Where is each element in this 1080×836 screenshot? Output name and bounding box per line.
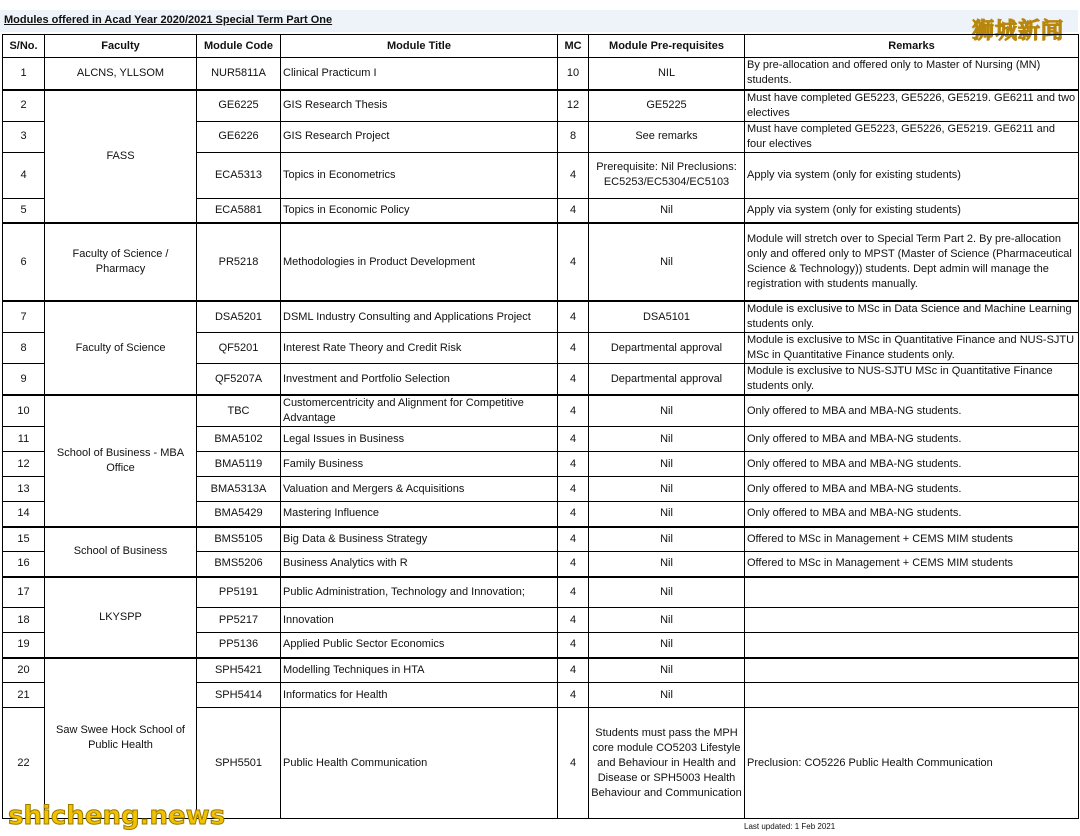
- row-module-title: Public Health Communication: [281, 708, 558, 819]
- row-module-title: Modelling Techniques in HTA: [281, 658, 558, 683]
- document-title: Modules offered in Acad Year 2020/2021 Special Term Part One: [4, 14, 333, 26]
- header-module-code: Module Code: [197, 35, 281, 58]
- row-prerequisites: DSA5101: [589, 301, 745, 333]
- row-mc: 4: [558, 527, 589, 552]
- row-mc: 4: [558, 552, 589, 577]
- row-module-title: Methodologies in Product Development: [281, 223, 558, 301]
- row-sno: 22: [3, 708, 45, 819]
- row-sno: 21: [3, 683, 45, 708]
- row-module-code: QF5207A: [197, 364, 281, 396]
- header-prerequisites: Module Pre-requisites: [589, 35, 745, 58]
- header-remarks: Remarks: [745, 35, 1079, 58]
- row-mc: 4: [558, 427, 589, 452]
- row-sno: 14: [3, 502, 45, 527]
- row-prerequisites: GE5225: [589, 90, 745, 122]
- row-module-code: TBC: [197, 395, 281, 427]
- row-module-title: Customercentricity and Alignment for Competitive Advantage: [281, 395, 558, 427]
- row-remarks: [745, 658, 1079, 683]
- row-prerequisites: Nil: [589, 452, 745, 477]
- row-mc: 4: [558, 333, 589, 364]
- row-module-code: ECA5881: [197, 198, 281, 223]
- table-row: [3, 395, 1079, 427]
- row-sno: 6: [3, 223, 45, 301]
- last-updated-note: Last updated: 1 Feb 2021: [744, 822, 836, 831]
- header-mc: MC: [558, 35, 589, 58]
- row-remarks: Only offered to MBA and MBA-NG students.: [745, 502, 1079, 527]
- row-module-title: Business Analytics with R: [281, 552, 558, 577]
- row-mc: 4: [558, 502, 589, 527]
- row-mc: 4: [558, 683, 589, 708]
- row-module-title: Topics in Econometrics: [281, 152, 558, 198]
- row-prerequisites: Nil: [589, 502, 745, 527]
- row-faculty: School of Business - MBA Office: [45, 395, 197, 527]
- row-remarks: Only offered to MBA and MBA-NG students.: [745, 427, 1079, 452]
- row-module-title: Topics in Economic Policy: [281, 198, 558, 223]
- row-prerequisites: Nil: [589, 527, 745, 552]
- row-sno: 8: [3, 333, 45, 364]
- header-faculty: Faculty: [45, 35, 197, 58]
- watermark-site-bottom: shicheng.news: [8, 801, 226, 831]
- row-prerequisites: Nil: [589, 633, 745, 658]
- row-sno: 17: [3, 577, 45, 608]
- row-mc: 10: [558, 58, 589, 90]
- row-remarks: Only offered to MBA and MBA-NG students.: [745, 477, 1079, 502]
- row-remarks: [745, 608, 1079, 633]
- row-faculty: FASS: [45, 90, 197, 224]
- row-mc: 4: [558, 395, 589, 427]
- row-sno: 12: [3, 452, 45, 477]
- row-remarks: [745, 577, 1079, 608]
- row-mc: 8: [558, 121, 589, 152]
- row-sno: 19: [3, 633, 45, 658]
- row-faculty: Faculty of Science / Pharmacy: [45, 223, 197, 301]
- table-row: [3, 577, 1079, 608]
- row-sno: 9: [3, 364, 45, 396]
- row-module-code: DSA5201: [197, 301, 281, 333]
- row-prerequisites: Nil: [589, 552, 745, 577]
- table-row: [3, 527, 1079, 552]
- row-sno: 5: [3, 198, 45, 223]
- row-sno: 4: [3, 152, 45, 198]
- row-remarks: Must have completed GE5223, GE5226, GE5219. GE6211 and two electives: [745, 90, 1079, 122]
- row-mc: 4: [558, 152, 589, 198]
- row-module-code: BMA5119: [197, 452, 281, 477]
- table-row: [3, 223, 1079, 301]
- table-row: [3, 658, 1079, 683]
- row-module-code: BMA5102: [197, 427, 281, 452]
- row-module-title: DSML Industry Consulting and Applications Project: [281, 301, 558, 333]
- row-module-title: GIS Research Thesis: [281, 90, 558, 122]
- row-mc: 4: [558, 708, 589, 819]
- row-module-code: SPH5414: [197, 683, 281, 708]
- table-row: [3, 58, 1079, 90]
- row-module-code: BMA5429: [197, 502, 281, 527]
- row-sno: 11: [3, 427, 45, 452]
- row-sno: 15: [3, 527, 45, 552]
- row-mc: 4: [558, 301, 589, 333]
- table-body: [3, 58, 1079, 819]
- row-faculty: Faculty of Science: [45, 301, 197, 395]
- row-prerequisites: Nil: [589, 608, 745, 633]
- row-module-code: PP5191: [197, 577, 281, 608]
- row-sno: 2: [3, 90, 45, 122]
- row-mc: 4: [558, 364, 589, 396]
- row-remarks: [745, 633, 1079, 658]
- row-module-code: BMS5105: [197, 527, 281, 552]
- row-remarks: Preclusion: CO5226 Public Health Communication: [745, 708, 1079, 819]
- row-prerequisites: See remarks: [589, 121, 745, 152]
- row-mc: 4: [558, 477, 589, 502]
- row-module-title: Clinical Practicum I: [281, 58, 558, 90]
- row-sno: 1: [3, 58, 45, 90]
- modules-table: [2, 34, 1079, 819]
- row-sno: 18: [3, 608, 45, 633]
- row-module-code: PP5217: [197, 608, 281, 633]
- row-module-title: Public Administration, Technology and Innovation;: [281, 577, 558, 608]
- row-sno: 13: [3, 477, 45, 502]
- row-prerequisites: Students must pass the MPH core module CO5203 Lifestyle and Behaviour in Health and Disease or SPH5003 Health Behaviour and Communication: [589, 708, 745, 819]
- row-faculty: ALCNS, YLLSOM: [45, 58, 197, 90]
- header-row: [3, 35, 1079, 58]
- row-module-code: SPH5421: [197, 658, 281, 683]
- row-remarks: Must have completed GE5223, GE5226, GE5219. GE6211 and four electives: [745, 121, 1079, 152]
- row-mc: 4: [558, 658, 589, 683]
- row-mc: 4: [558, 577, 589, 608]
- row-remarks: Offered to MSc in Management + CEMS MIM students: [745, 552, 1079, 577]
- row-prerequisites: Nil: [589, 427, 745, 452]
- row-remarks: Module is exclusive to MSc in Quantitative Finance and NUS-SJTU MSc in Quantitative Finance students only.: [745, 333, 1079, 364]
- row-module-title: Mastering Influence: [281, 502, 558, 527]
- row-module-code: BMS5206: [197, 552, 281, 577]
- row-sno: 16: [3, 552, 45, 577]
- row-remarks: [745, 683, 1079, 708]
- row-mc: 4: [558, 223, 589, 301]
- row-prerequisites: Nil: [589, 223, 745, 301]
- row-remarks: By pre-allocation and offered only to Master of Nursing (MN) students.: [745, 58, 1079, 90]
- row-module-title: GIS Research Project: [281, 121, 558, 152]
- row-remarks: Module is exclusive to MSc in Data Science and Machine Learning students only.: [745, 301, 1079, 333]
- row-module-code: PR5218: [197, 223, 281, 301]
- row-module-code: ECA5313: [197, 152, 281, 198]
- row-prerequisites: Nil: [589, 577, 745, 608]
- row-module-title: Valuation and Mergers & Acquisitions: [281, 477, 558, 502]
- row-module-title: Investment and Portfolio Selection: [281, 364, 558, 396]
- row-module-title: Family Business: [281, 452, 558, 477]
- row-mc: 12: [558, 90, 589, 122]
- row-prerequisites: Nil: [589, 477, 745, 502]
- header-module-title: Module Title: [281, 35, 558, 58]
- row-prerequisites: Nil: [589, 658, 745, 683]
- row-remarks: Apply via system (only for existing students): [745, 152, 1079, 198]
- row-faculty: School of Business: [45, 527, 197, 577]
- row-remarks: Module will stretch over to Special Term Part 2. By pre-allocation only and offered only to MPST (Master of Science (Pharmaceutical Science & Technology)) students. Dept admin will manage the registration with students manually.: [745, 223, 1079, 301]
- row-remarks: Apply via system (only for existing students): [745, 198, 1079, 223]
- table-row: [3, 90, 1079, 122]
- row-module-code: SPH5501: [197, 708, 281, 819]
- row-prerequisites: Departmental approval: [589, 364, 745, 396]
- row-module-title: Big Data & Business Strategy: [281, 527, 558, 552]
- row-mc: 4: [558, 198, 589, 223]
- row-remarks: Only offered to MBA and MBA-NG students.: [745, 452, 1079, 477]
- row-mc: 4: [558, 608, 589, 633]
- row-module-code: PP5136: [197, 633, 281, 658]
- row-remarks: Module is exclusive to NUS-SJTU MSc in Quantitative Finance students only.: [745, 364, 1079, 396]
- table-row: [3, 301, 1079, 333]
- row-module-code: BMA5313A: [197, 477, 281, 502]
- row-module-code: GE6226: [197, 121, 281, 152]
- row-faculty: LKYSPP: [45, 577, 197, 658]
- row-remarks: Offered to MSc in Management + CEMS MIM students: [745, 527, 1079, 552]
- row-sno: 3: [3, 121, 45, 152]
- row-prerequisites: NIL: [589, 58, 745, 90]
- row-module-code: QF5201: [197, 333, 281, 364]
- row-module-title: Interest Rate Theory and Credit Risk: [281, 333, 558, 364]
- row-prerequisites: Nil: [589, 198, 745, 223]
- row-sno: 7: [3, 301, 45, 333]
- row-sno: 10: [3, 395, 45, 427]
- header-sno: S/No.: [3, 35, 45, 58]
- row-module-code: NUR5811A: [197, 58, 281, 90]
- row-remarks: Only offered to MBA and MBA-NG students.: [745, 395, 1079, 427]
- row-prerequisites: Nil: [589, 683, 745, 708]
- row-module-title: Informatics for Health: [281, 683, 558, 708]
- watermark-logo-top: 狮城新闻: [971, 19, 1064, 44]
- row-module-title: Legal Issues in Business: [281, 427, 558, 452]
- row-sno: 20: [3, 658, 45, 683]
- row-module-title: Applied Public Sector Economics: [281, 633, 558, 658]
- row-prerequisites: Prerequisite: Nil Preclusions: EC5253/EC5304/EC5103: [589, 152, 745, 198]
- row-module-code: GE6225: [197, 90, 281, 122]
- row-module-title: Innovation: [281, 608, 558, 633]
- row-mc: 4: [558, 452, 589, 477]
- row-faculty: Saw Swee Hock School of Public Health: [45, 658, 197, 819]
- row-prerequisites: Nil: [589, 395, 745, 427]
- row-mc: 4: [558, 633, 589, 658]
- row-prerequisites: Departmental approval: [589, 333, 745, 364]
